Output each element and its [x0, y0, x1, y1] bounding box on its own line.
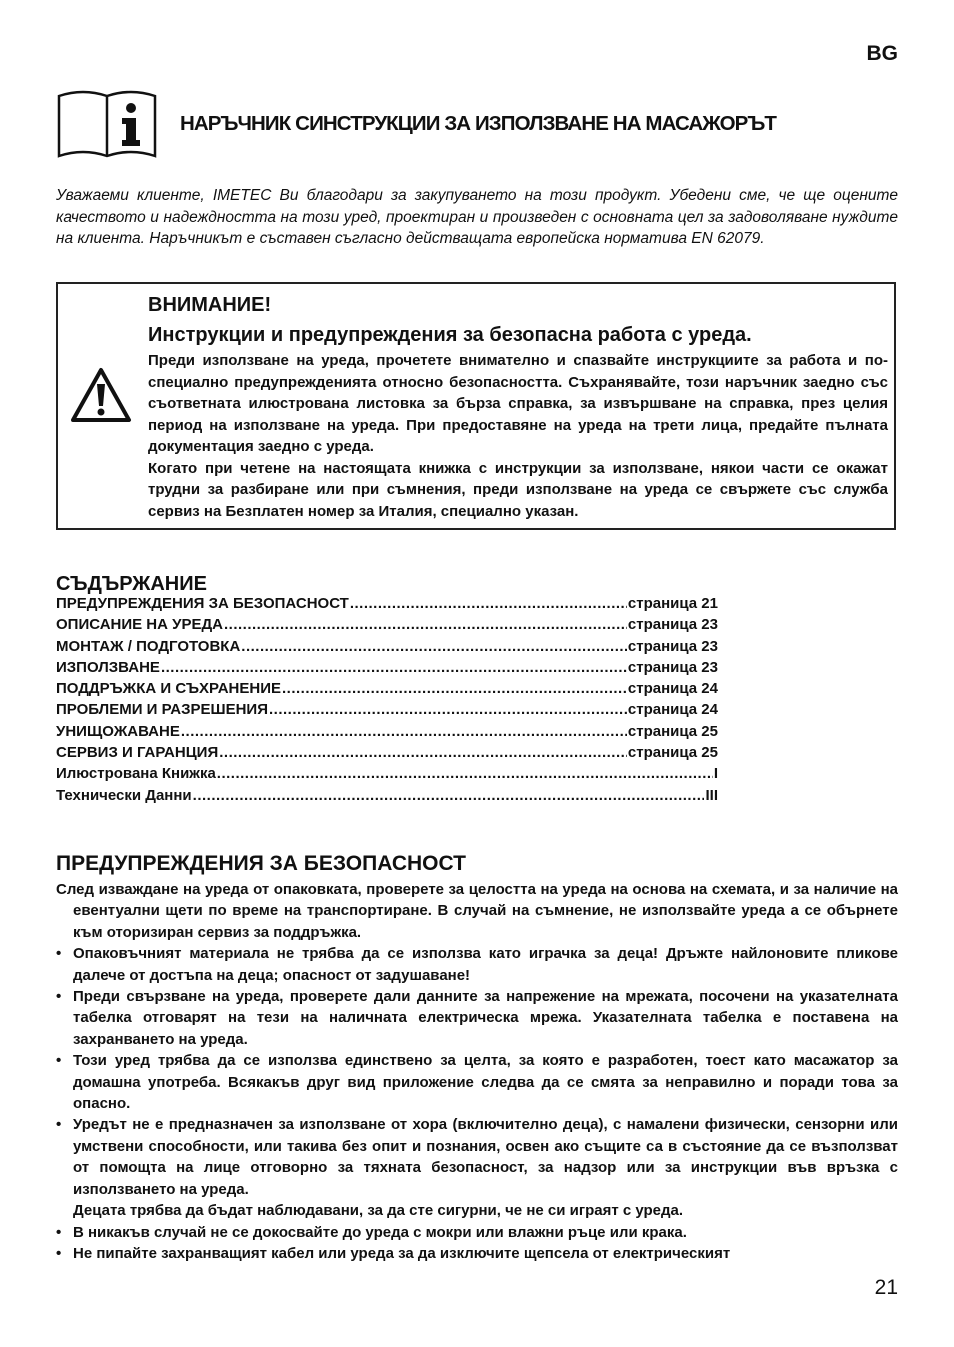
toc-item-page: страница 21 [627, 595, 718, 612]
warning-paragraph: Когато при четене на настоящата книжка с инструкции за използване, някои части се окажат трудни за разбиране или при съмнения, преди използване на уреда се свържете със служба сервиз на Безплатен номер за Италия, специално указан. [148, 459, 888, 520]
intro-paragraph: Уважаеми клиенте, IMETEC Ви благодари за закупуването на този продукт. Убедени сме, че ще оцените качеството и надеждността на този уред, проектиран и произведен с основната цел за задоволяване нуждите на клиента. Наръчникът е съставен съгласно действащата европейска норматива EN 62079. [56, 187, 898, 247]
toc-item [56, 659, 718, 680]
warning-paragraph: Преди използване на уреда, прочетете внимателно и спазвайте инструкциите за работа и по-специално предупрежденията относно безопасността. Съхранявайте, този наръчник заедно със съответната илюстрована листовка за бърза справка, за извършване на справка, през целия период на използване на уреда. При предоставяне на уреда на трети лица, предайте пълната документация заедно с уреда. [148, 352, 888, 455]
toc-item-label: ОПИСАНИЕ НА УРЕДА [56, 616, 223, 634]
page-title: НАРЪЧНИК СИНСТРУКЦИИ ЗА ИЗПОЛЗВАНЕ НА МАСАЖОРЪТ [180, 112, 777, 135]
toc-item-label: МОНТАЖ / ПОДГОТОВКА [56, 637, 241, 655]
toc-item [56, 595, 718, 616]
language-code: BG [866, 42, 898, 65]
toc-item [56, 765, 718, 786]
toc-leader [350, 595, 627, 612]
list-item: • Не пипайте захранващият кабел или уреда за да изключите щепсела от електрическият [56, 1243, 898, 1264]
toc-item-page: страница 24 [627, 680, 718, 698]
toc-item [56, 701, 718, 722]
safety-lead: След изваждане на уреда от опаковката, проверете за целостта на уреда на основа на схемата, и за наличие на евентуални щети по време на транспортиране. В случай на съмнение, не използвайте уреда а се обърнете към оторизиран сервиз за поддръжка. [56, 881, 898, 941]
warning-subtitle: Инструкции и предупреждения за безопасна работа с уреда. [148, 324, 752, 346]
list-item-text: Уредът не е предназначен за използване от хора (включително деца), с намалени физически, сензорни или умствени способности, или такива без опит и познания, освен ако същите са в състояние да се възползват от помощта на лице отговорно за тяхната безопасност, за надзор или за инструкции във връзка с използването на уреда. [73, 1116, 898, 1198]
toc-item-page: III [705, 786, 718, 804]
toc-leader [269, 701, 627, 718]
toc-item-label: СЕРВИЗ И ГАРАНЦИЯ [56, 744, 219, 762]
toc-heading: СЪДЪРЖАНИЕ [56, 573, 207, 595]
toc-item [56, 723, 718, 744]
toc-item [56, 616, 718, 637]
toc-item-page: страница 23 [627, 616, 718, 634]
list-item: • Опаковъчният материала не трябва да се използва като играчка за деца! Дръжте найлоновите пликове далече от достъпа на деца; опасност от задушаване! [56, 943, 898, 986]
toc-item-page: страница 25 [627, 744, 718, 762]
toc-item-label: УНИЩОЖАВАНЕ [56, 722, 180, 740]
toc-item [56, 680, 718, 701]
toc-item-label: Илюстрована Книжка [56, 765, 216, 783]
toc-leader [219, 744, 627, 761]
info-book-icon [56, 86, 158, 163]
toc-item [56, 744, 718, 765]
warning-triangle-icon [70, 366, 132, 429]
warning-box [56, 282, 896, 530]
toc-item-label: ПРОБЛЕМИ И РАЗРЕШЕНИЯ [56, 701, 268, 719]
toc-leader [181, 723, 627, 740]
toc-item-label: ПРЕДУПРЕЖДЕНИЯ ЗА БЕЗОПАСНОСТ [56, 595, 349, 612]
toc-item [56, 787, 718, 808]
toc-leader [282, 680, 627, 697]
page-number: 21 [874, 1276, 898, 1299]
toc-leader [241, 638, 627, 655]
safety-warnings-list [56, 879, 898, 1264]
toc-leader [161, 659, 627, 676]
toc-item-page: страница 25 [627, 722, 718, 740]
warning-title: ВНИМАНИЕ! [148, 294, 272, 316]
list-item: • Преди свързване на уреда, проверете дали данните за напрежение на мрежата, посочени на указателната табелка отговарят на тези на наличната електрическа мрежа. Указателната табелка е поставена на захранването на уреда. [56, 986, 898, 1050]
toc-leader [217, 765, 713, 782]
list-item: • Този уред трябва да се използва единствено за целта, за която е разработен, тоест като масажатор за домашна употреба. Всякакъв друг вид приложение следва да се смята за неправилно и поради това за опасно. [56, 1050, 898, 1114]
toc-item-label: ПОДДРЪЖКА И СЪХРАНЕНИЕ [56, 680, 281, 698]
toc-item-page: I [713, 765, 718, 783]
toc-item-label: ИЗПОЛЗВАНЕ [56, 658, 160, 676]
toc-item-page: страница 24 [627, 701, 718, 719]
warning-body [148, 350, 888, 522]
toc-item-page: страница 23 [627, 637, 718, 655]
safety-heading: ПРЕДУПРЕЖДЕНИЯ ЗА БЕЗОПАСНОСТ [56, 852, 466, 875]
table-of-contents [56, 595, 718, 808]
toc-item-label: Технически Данни [56, 786, 192, 804]
toc-item [56, 638, 718, 659]
list-item [56, 1114, 898, 1221]
children-supervision-note: Децата трябва да бъдат наблюдавани, за да сте сигурни, че не си играят с уреда. [73, 1202, 684, 1220]
list-item: • В никакъв случай не се докосвайте до уреда с мокри или влажни ръце или крака. [56, 1222, 898, 1243]
toc-item-page: страница 23 [627, 658, 718, 676]
toc-leader [224, 616, 627, 633]
toc-leader [193, 787, 705, 804]
